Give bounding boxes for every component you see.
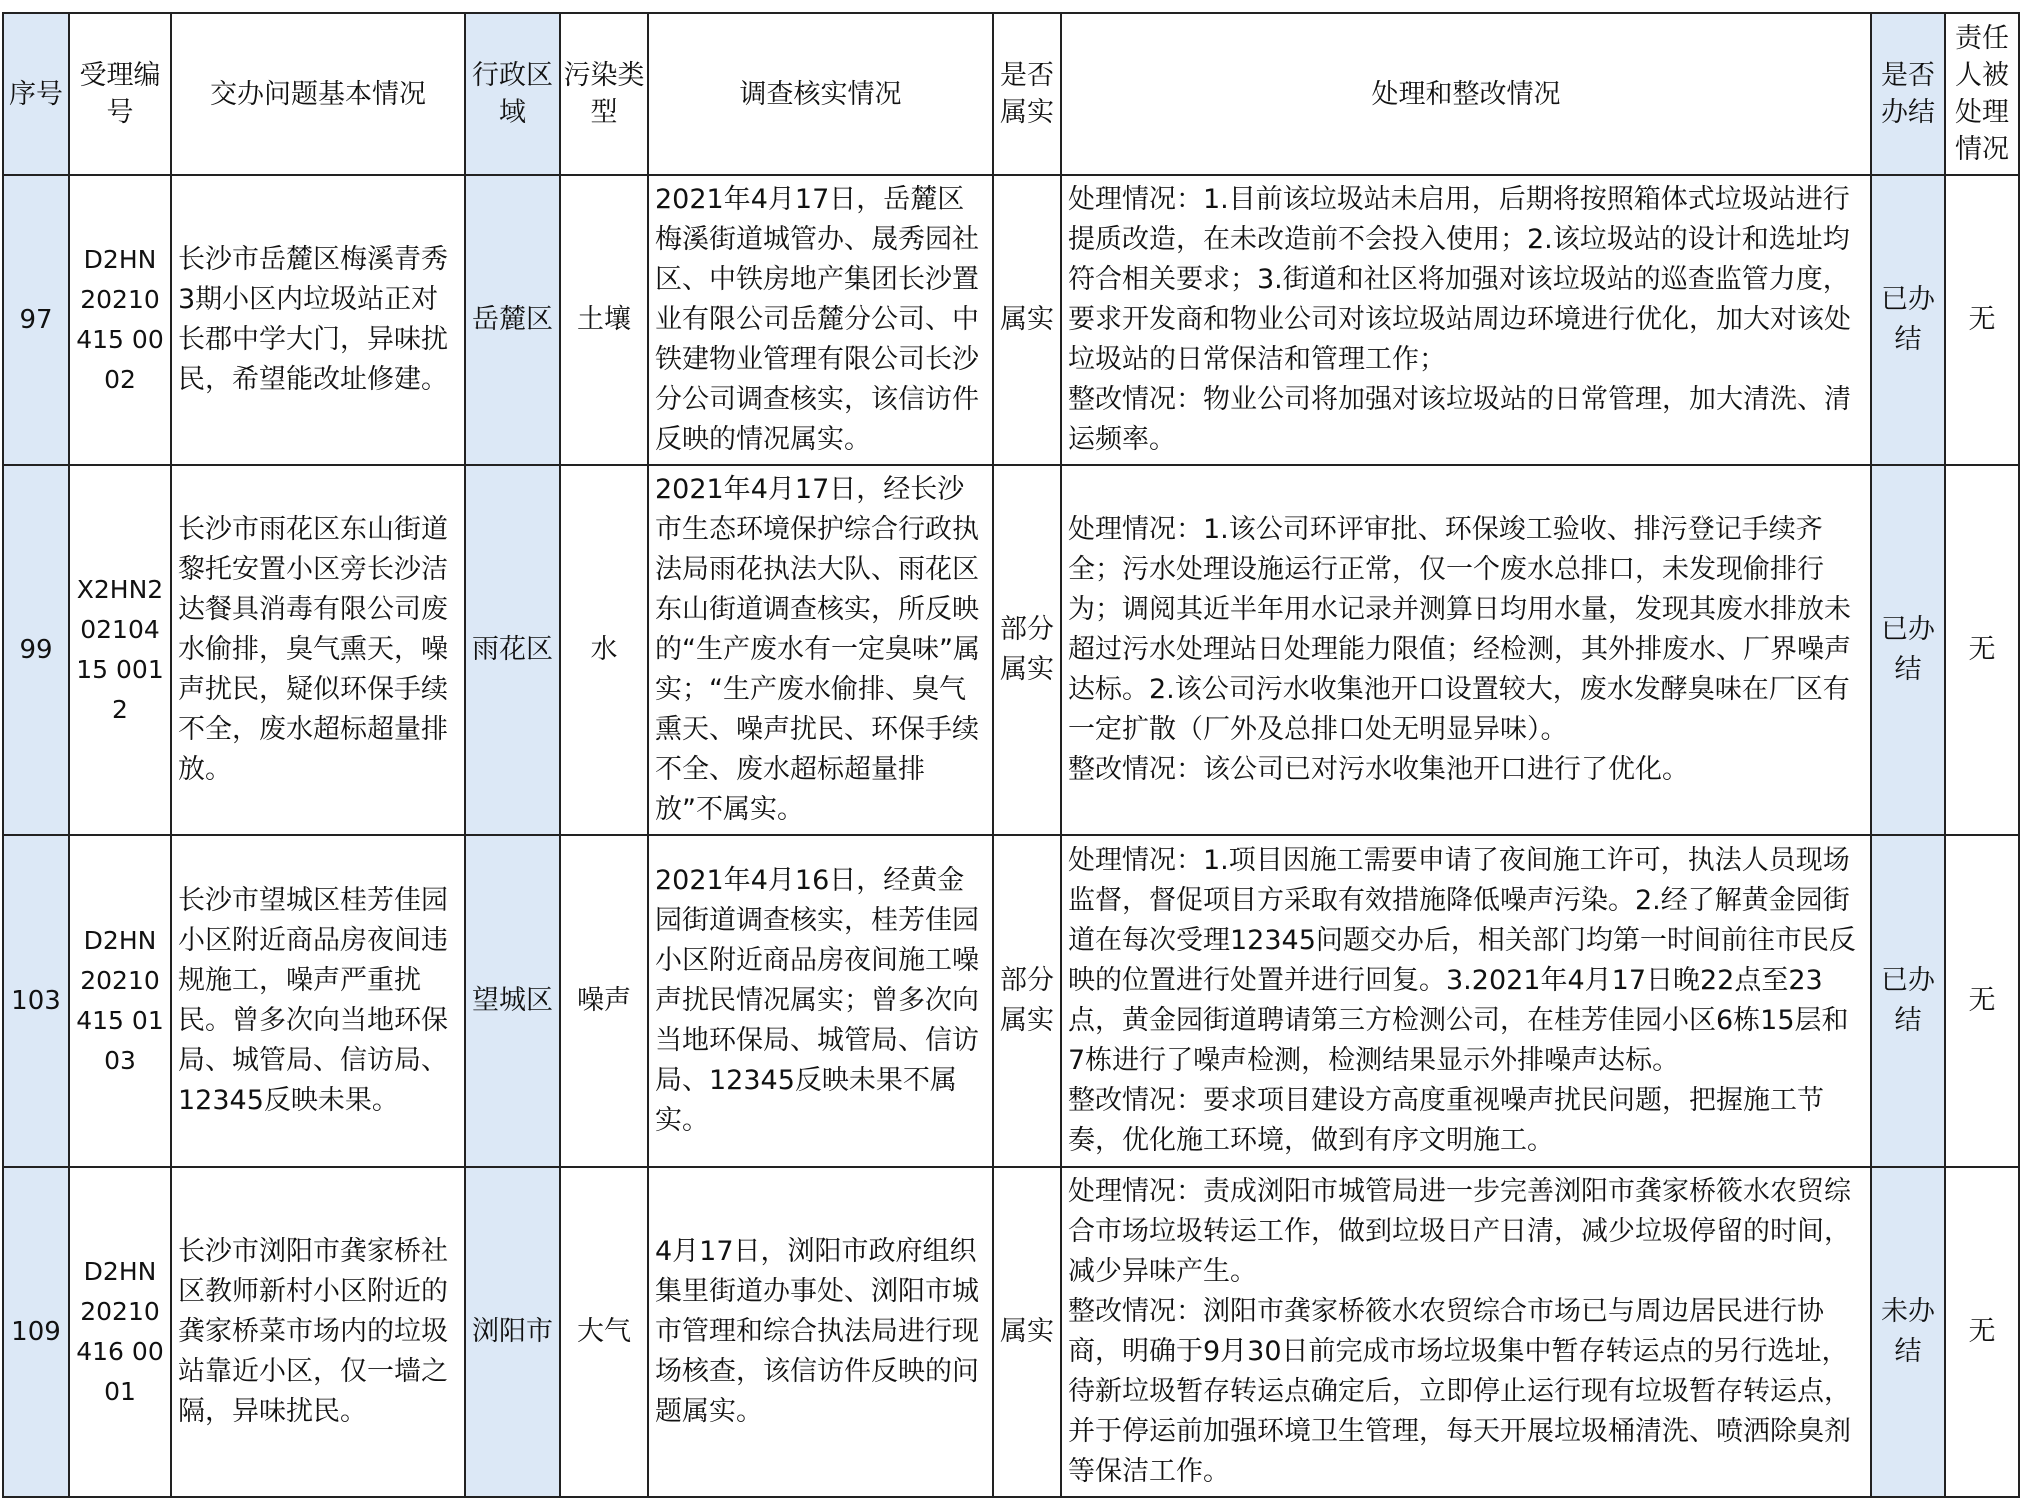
cell-is-true: 部分属实 bbox=[993, 835, 1061, 1167]
cell-code: X2HN20210415 0012 bbox=[69, 465, 171, 835]
header-handling: 处理和整改情况 bbox=[1061, 13, 1871, 175]
cell-code: D2HN20210415 0103 bbox=[69, 835, 171, 1167]
cell-seq: 99 bbox=[3, 465, 69, 835]
header-seq: 序号 bbox=[3, 13, 69, 175]
cell-investigation: 2021年4月16日，经黄金园街道调查核实，桂芳佳园小区附近商品房夜间施工噪声扰民情况属实；曾多次向当地环保局、城管局、信访局、12345反映未果不属实。 bbox=[648, 835, 993, 1167]
header-done: 是否办结 bbox=[1871, 13, 1945, 175]
cell-handling bbox=[1061, 465, 1871, 835]
rectification-text: 整改情况：物业公司将加强对该垃圾站的日常管理，加大清洗、清运频率。 bbox=[1068, 384, 1851, 455]
cell-handling bbox=[1061, 835, 1871, 1167]
handling-text: 处理情况：1.该公司环评审批、环保竣工验收、排污登记手续齐全；污水处理设施运行正常，仅一个废水总排口，未发现偷排行为；调阅其近半年用水记录并测算日均用水量，发现其废水排放未超过污水处理站日处理能力限值；经检测，其外排废水、厂界噪声达标。2.该公司污水收集池开口设置较大，废水发酵臭味在厂区有一定扩散（厂外及总排口处无明显异味）。 bbox=[1068, 514, 1851, 745]
cell-accountability: 无 bbox=[1945, 465, 2019, 835]
cell-seq: 109 bbox=[3, 1167, 69, 1497]
cell-handling bbox=[1061, 175, 1871, 465]
cell-done: 已办结 bbox=[1871, 465, 1945, 835]
cell-code: D2HN20210415 0002 bbox=[69, 175, 171, 465]
header-pollution: 污染类型 bbox=[560, 13, 648, 175]
handling-text: 处理情况：1.目前该垃圾站未启用，后期将按照箱体式垃圾站进行提质改造，在未改造前不会投入使用；2.该垃圾站的设计和选址均符合相关要求；3.街道和社区将加强对该垃圾站的巡查监管力度，要求开发商和物业公司对该垃圾站周边环境进行优化，加大对该处垃圾站的日常保洁和管理工作； bbox=[1068, 184, 1851, 375]
cell-pollution: 噪声 bbox=[560, 835, 648, 1167]
cell-problem: 长沙市望城区桂芳佳园小区附近商品房夜间违规施工，噪声严重扰民。曾多次向当地环保局、城管局、信访局、12345反映未果。 bbox=[171, 835, 465, 1167]
rectification-text: 整改情况：浏阳市龚家桥筱水农贸综合市场已与周边居民进行协商，明确于9月30日前完成市场垃圾集中暂存转运点的另行选址，待新垃圾暂存转运点确定后，立即停止运行现有垃圾暂存转运点，并于停运前加强环境卫生管理，每天开展垃圾桶清洗、喷洒除臭剂等保洁工作。 bbox=[1068, 1296, 1851, 1487]
handling-text: 处理情况：1.项目因施工需要申请了夜间施工许可，执法人员现场监督，督促项目方采取有效措施降低噪声污染。2.经了解黄金园街道在每次受理12345问题交办后，相关部门均第一时间前往市民反映的位置进行处置并进行回复。3.2021年4月17日晚22点至23点，黄金园街道聘请第三方检测公司，在桂芳佳园小区6栋15层和7栋进行了噪声检测，检测结果显示外排噪声达标。 bbox=[1068, 845, 1856, 1076]
table-row bbox=[3, 175, 2019, 465]
cell-code: D2HN20210416 0001 bbox=[69, 1167, 171, 1497]
handling-text: 处理情况：责成浏阳市城管局进一步完善浏阳市龚家桥筱水农贸综合市场垃圾转运工作，做到垃圾日产日清，减少垃圾停留的时间，减少异味产生。 bbox=[1068, 1176, 1851, 1287]
cell-accountability: 无 bbox=[1945, 175, 2019, 465]
cell-region: 浏阳市 bbox=[465, 1167, 560, 1497]
header-problem: 交办问题基本情况 bbox=[171, 13, 465, 175]
cell-accountability: 无 bbox=[1945, 835, 2019, 1167]
cell-pollution: 大气 bbox=[560, 1167, 648, 1497]
table-row bbox=[3, 1167, 2019, 1497]
header-code: 受理编号 bbox=[69, 13, 171, 175]
cell-pollution: 土壤 bbox=[560, 175, 648, 465]
cell-seq: 103 bbox=[3, 835, 69, 1167]
table-row bbox=[3, 835, 2019, 1167]
cell-handling bbox=[1061, 1167, 1871, 1497]
cell-done: 未办结 bbox=[1871, 1167, 1945, 1497]
rectification-text: 整改情况：该公司已对污水收集池开口进行了优化。 bbox=[1068, 754, 1689, 785]
complaint-table bbox=[2, 12, 2020, 1498]
cell-done: 已办结 bbox=[1871, 835, 1945, 1167]
rectification-text: 整改情况：要求项目建设方高度重视噪声扰民问题，把握施工节奏，优化施工环境，做到有序文明施工。 bbox=[1068, 1085, 1824, 1156]
cell-is-true: 属实 bbox=[993, 1167, 1061, 1497]
table-row bbox=[3, 465, 2019, 835]
cell-problem: 长沙市岳麓区梅溪青秀3期小区内垃圾站正对长郡中学大门，异味扰民，希望能改址修建。 bbox=[171, 175, 465, 465]
cell-is-true: 属实 bbox=[993, 175, 1061, 465]
cell-region: 雨花区 bbox=[465, 465, 560, 835]
cell-is-true: 部分属实 bbox=[993, 465, 1061, 835]
cell-seq: 97 bbox=[3, 175, 69, 465]
cell-investigation: 2021年4月17日，岳麓区梅溪街道城管办、晟秀园社区、中铁房地产集团长沙置业有限公司岳麓分公司、中铁建物业管理有限公司长沙分公司调查核实，该信访件反映的情况属实。 bbox=[648, 175, 993, 465]
cell-investigation: 2021年4月17日，经长沙市生态环境保护综合行政执法局雨花执法大队、雨花区东山街道调查核实，所反映的“生产废水有一定臭味”属实；“生产废水偷排、臭气熏天、噪声扰民、环保手续不全、废水超标超量排放”不属实。 bbox=[648, 465, 993, 835]
header-investigation: 调查核实情况 bbox=[648, 13, 993, 175]
header-region: 行政区域 bbox=[465, 13, 560, 175]
cell-region: 岳麓区 bbox=[465, 175, 560, 465]
cell-accountability: 无 bbox=[1945, 1167, 2019, 1497]
cell-region: 望城区 bbox=[465, 835, 560, 1167]
cell-investigation: 4月17日，浏阳市政府组织集里街道办事处、浏阳市城市管理和综合执法局进行现场核查，该信访件反映的问题属实。 bbox=[648, 1167, 993, 1497]
cell-problem: 长沙市雨花区东山街道黎托安置小区旁长沙洁达餐具消毒有限公司废水偷排，臭气熏天，噪声扰民，疑似环保手续不全，废水超标超量排放。 bbox=[171, 465, 465, 835]
header-is-true: 是否属实 bbox=[993, 13, 1061, 175]
cell-done: 已办结 bbox=[1871, 175, 1945, 465]
cell-problem: 长沙市浏阳市龚家桥社区教师新村小区附近的龚家桥菜市场内的垃圾站靠近小区，仅一墙之隔，异味扰民。 bbox=[171, 1167, 465, 1497]
header-accountability: 责任人被处理情况 bbox=[1945, 13, 2019, 175]
header-row bbox=[3, 13, 2019, 175]
cell-pollution: 水 bbox=[560, 465, 648, 835]
